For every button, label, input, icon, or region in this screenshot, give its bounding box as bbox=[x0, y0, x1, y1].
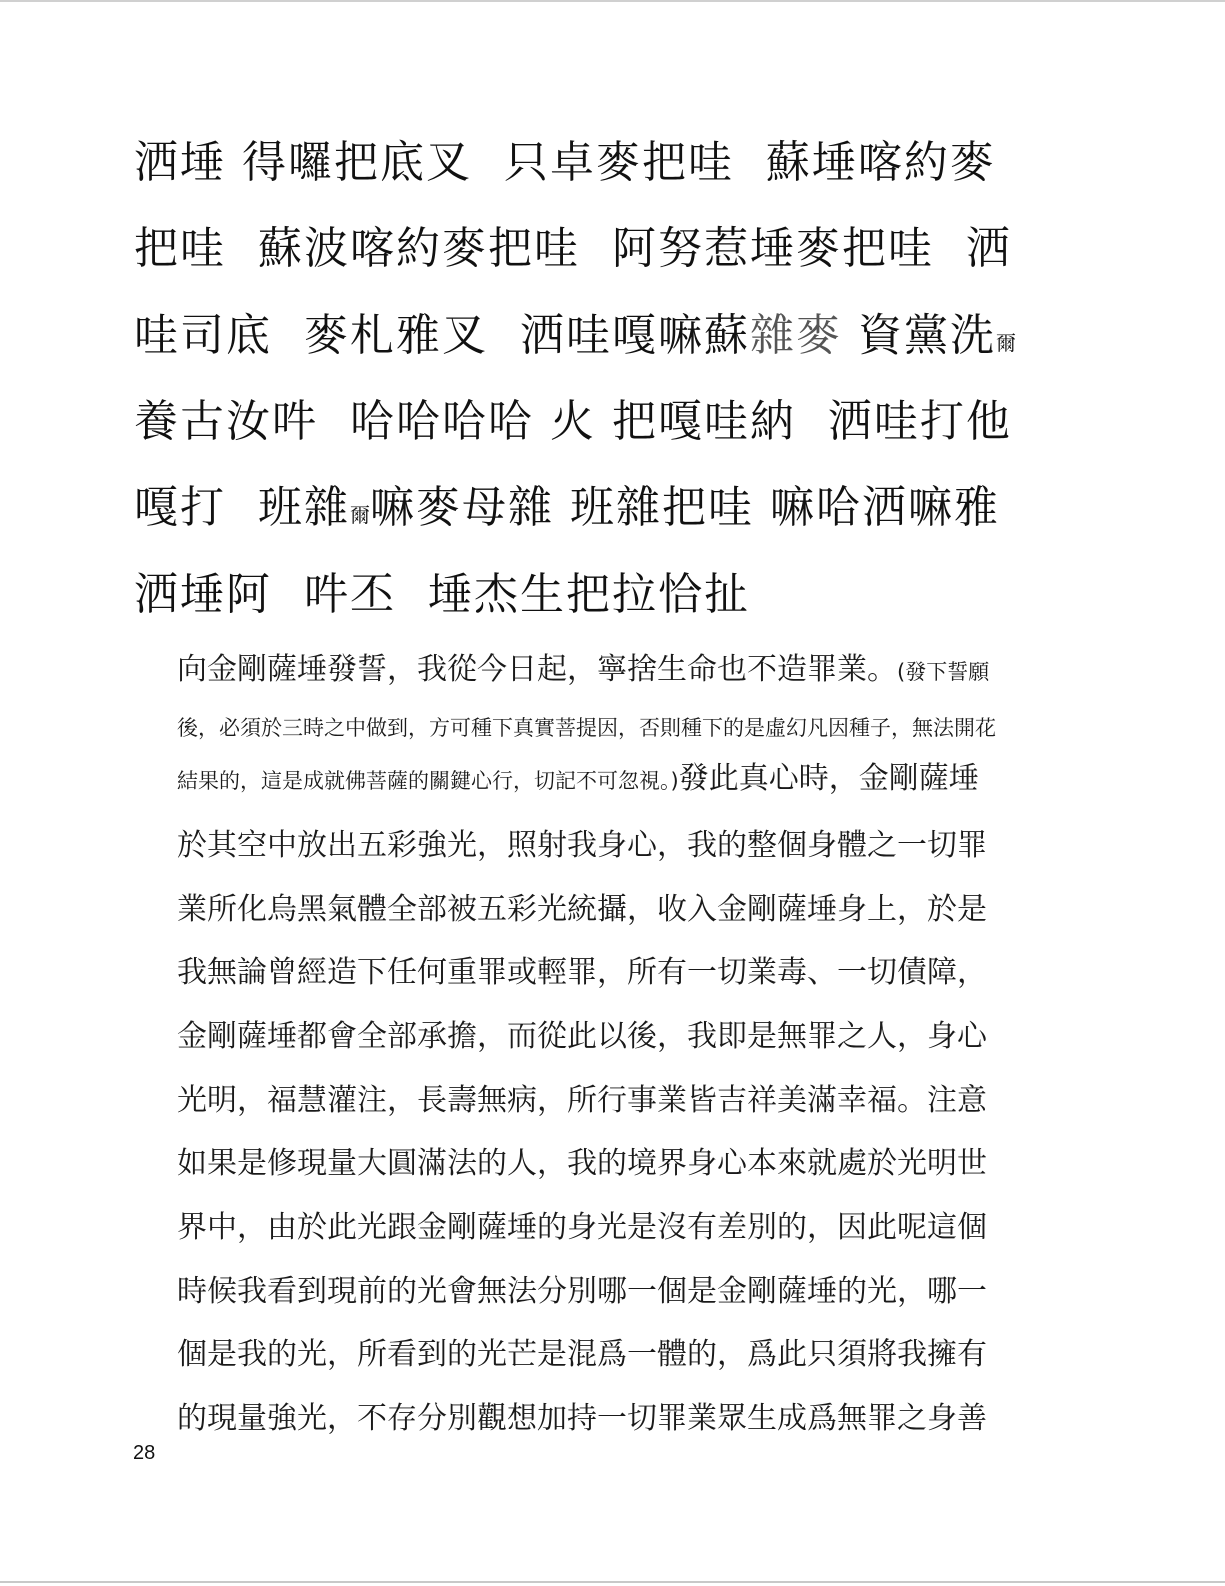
page-number: 28 bbox=[133, 1442, 156, 1464]
mantra-line-3 bbox=[134, 311, 1016, 368]
mantra-line-5-text: 嘎打 班雜 bbox=[134, 482, 350, 533]
mantra-line-5-tail: 嘛麥母雜 班雜把哇 嘛哈洒嘛雅 bbox=[369, 482, 1000, 533]
top-border bbox=[0, 0, 1225, 2]
mantra-line-3-text: 哇司底 麥札雅叉 洒哇嘎嘛蘇 bbox=[134, 310, 750, 361]
mantra-line-6: 洒埵阿 吽丕 埵杰生把拉恰扯 bbox=[134, 569, 750, 620]
prose-line-3-note: 結果的，這是成就佛菩薩的關鍵心行，切記不可忽視。) bbox=[177, 769, 679, 793]
prose-line-3 bbox=[177, 761, 979, 799]
prose-line-12: 個是我的光，所看到的光芒是混爲一體的，爲此只須將我擁有 bbox=[177, 1337, 987, 1372]
prose-line-13: 的現量強光，不存分別觀想加持一切罪業眾生成爲無罪之身善 bbox=[177, 1401, 987, 1436]
prose-line-1-note: (發下誓願 bbox=[897, 660, 990, 684]
bottom-border bbox=[0, 1581, 1225, 1583]
prose-line-3-main: 發此真心時，金剛薩埵 bbox=[678, 761, 979, 796]
mantra-line-4: 養古汝吽 哈哈哈哈 火 把嘎哇納 洒哇打他 bbox=[134, 396, 1012, 447]
prose-line-7: 金剛薩埵都會全部承擔，而從此以後，我即是無罪之人，身心 bbox=[177, 1019, 987, 1054]
mantra-line-5 bbox=[134, 483, 1000, 540]
prose-line-2: 後，必須於三時之中做到，方可種下真實菩提因，否則種下的是虛幻凡因種子，無法開花 bbox=[177, 716, 996, 740]
prose-line-11: 時候我看到現前的光會無法分別哪一個是金剛薩埵的光，哪一 bbox=[177, 1274, 987, 1309]
prose-line-9: 如果是修現量大圓滿法的人，我的境界身心本來就處於光明世 bbox=[177, 1146, 987, 1181]
prose-line-6: 我無論曾經造下任何重罪或輕罪，所有一切業毒、一切債障， bbox=[177, 955, 987, 990]
prose-line-4: 於其空中放出五彩強光，照射我身心，我的整個身體之一切罪 bbox=[177, 828, 987, 863]
prose-line-1-main: 向金剛薩埵發誓，我從今日起，寧捨生命也不造罪業。 bbox=[177, 652, 897, 687]
mantra-line-3-tail: 資黨洗 bbox=[841, 310, 996, 361]
prose-line-10: 界中，由於此光跟金剛薩埵的身光是沒有差別的，因此呢這個 bbox=[177, 1210, 987, 1245]
mantra-line-2: 把哇 蘇波喀約麥把哇 阿努惹埵麥把哇 洒 bbox=[134, 223, 1012, 274]
prose-line-5: 業所化烏黑氣體全部被五彩光統攝，收入金剛薩埵身上，於是 bbox=[177, 892, 987, 927]
mantra-line-3-small: 爾 bbox=[995, 331, 1016, 355]
mantra-line-1: 洒埵 得囉把底叉 只卓麥把哇 蘇埵喀約麥 bbox=[134, 137, 996, 188]
mantra-line-3-faded: 雜麥 bbox=[749, 310, 842, 361]
prose-line-1 bbox=[177, 652, 989, 690]
mantra-line-5-small: 爾 bbox=[349, 503, 370, 527]
prose-line-8: 光明，福慧灌注，長壽無病，所行事業皆吉祥美滿幸福。注意 bbox=[177, 1083, 987, 1118]
